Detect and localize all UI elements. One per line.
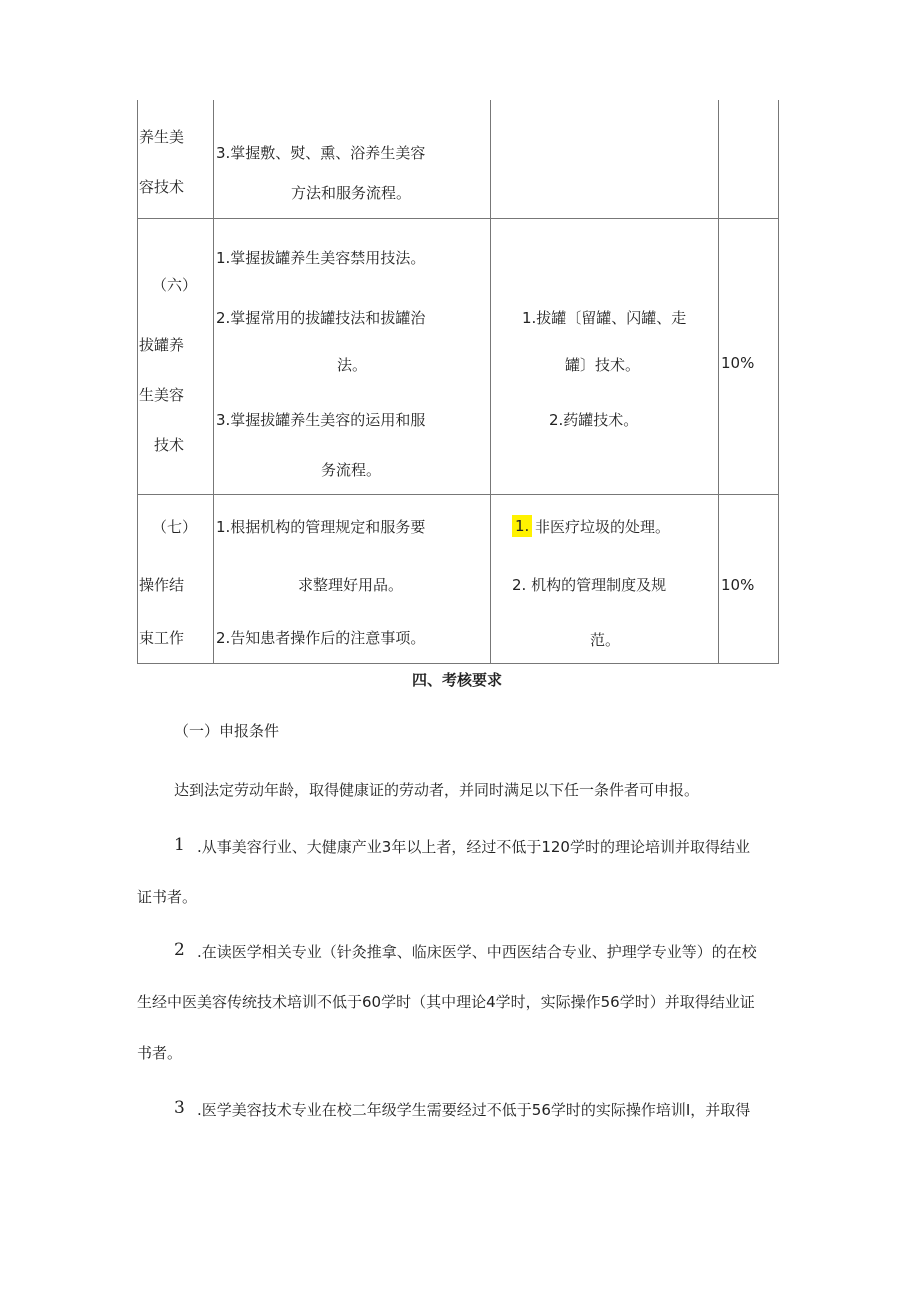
item-number: 2: [174, 940, 185, 960]
item-line: 书者。: [137, 1044, 183, 1062]
item-number: 3: [174, 1098, 185, 1118]
item-line: 证书者。: [137, 888, 198, 906]
row2-module-line: 拔罐养: [139, 336, 185, 354]
table-border-bottom: [137, 663, 779, 664]
table-divider-2: [490, 100, 491, 664]
row2-knowledge-line: 法。: [337, 356, 368, 374]
row3-weight: 10%: [721, 576, 755, 594]
row3-knowledge-line: 2.告知患者操作后的注意事项。: [216, 629, 426, 647]
row3-knowledge-line: 1.根据机构的管理规定和服务要: [216, 518, 426, 536]
row1-module-line: 容技术: [139, 178, 185, 196]
row2-knowledge-line: 2.掌握常用的拔罐技法和拔罐治: [216, 309, 426, 327]
table-border-left: [137, 100, 138, 664]
table-row-divider-2: [137, 494, 779, 495]
row3-skill-line: 2. 机构的管理制度及规: [512, 576, 667, 594]
item-line: .在读医学相关专业（针灸推拿、临床医学、中西医结合专业、护理学专业等）的在校: [197, 943, 757, 961]
item-line: .从事美容行业、大健康产业3年以上者，经过不低于120学时的理论培训并取得结业: [197, 838, 750, 856]
subsection-title: （一）申报条件: [174, 722, 280, 740]
row3-module-line: （七）: [152, 518, 198, 536]
row1-knowledge-line: 3.掌握敷、熨、熏、浴养生美容: [216, 144, 426, 162]
row3-skill-line: 非医疗垃圾的处理。: [535, 518, 671, 536]
row1-knowledge-line: 方法和服务流程。: [291, 184, 412, 202]
row3-skill-number-highlighted: 1.: [512, 515, 532, 537]
row3-knowledge-line: 求整理好用品。: [298, 576, 404, 594]
row2-module-line: 生美容: [139, 386, 185, 404]
table-divider-1: [213, 100, 214, 664]
section-heading: 四、考核要求: [412, 671, 503, 689]
row2-knowledge-line: 务流程。: [321, 461, 382, 479]
item-line: 生经中医美容传统技术培训不低于60学时（其中理论4学时，实际操作56学时）并取得结业证: [137, 993, 755, 1011]
row2-weight: 10%: [721, 354, 755, 372]
row2-skill-line: 罐〕技术。: [565, 356, 641, 374]
row1-module-line: 养生美: [139, 128, 185, 146]
item-number: 1: [174, 835, 185, 855]
row2-skill-line: 2.药罐技术。: [549, 411, 639, 429]
row2-module-line: （六）: [152, 276, 198, 294]
intro-paragraph: 达到法定劳动年龄，取得健康证的劳动者，并同时满足以下任一条件者可申报。: [174, 781, 700, 799]
table-row-divider-1: [137, 218, 779, 219]
row2-skill-line: 1.拔罐〔留罐、闪罐、走: [522, 309, 687, 327]
row2-knowledge-line: 1.掌握拔罐养生美容禁用技法。: [216, 249, 426, 267]
row2-knowledge-line: 3.掌握拔罐养生美容的运用和服: [216, 411, 426, 429]
row2-module-line: 技术: [154, 436, 185, 454]
row3-module-line: 束工作: [139, 629, 185, 647]
table-border-right: [778, 100, 779, 664]
item-line: .医学美容技术专业在校二年级学生需要经过不低于56学时的实际操作培训Ⅰ，并取得: [197, 1101, 751, 1119]
table-divider-3: [718, 100, 719, 664]
row3-skill-line: 范。: [590, 631, 621, 649]
row3-module-line: 操作结: [139, 576, 185, 594]
